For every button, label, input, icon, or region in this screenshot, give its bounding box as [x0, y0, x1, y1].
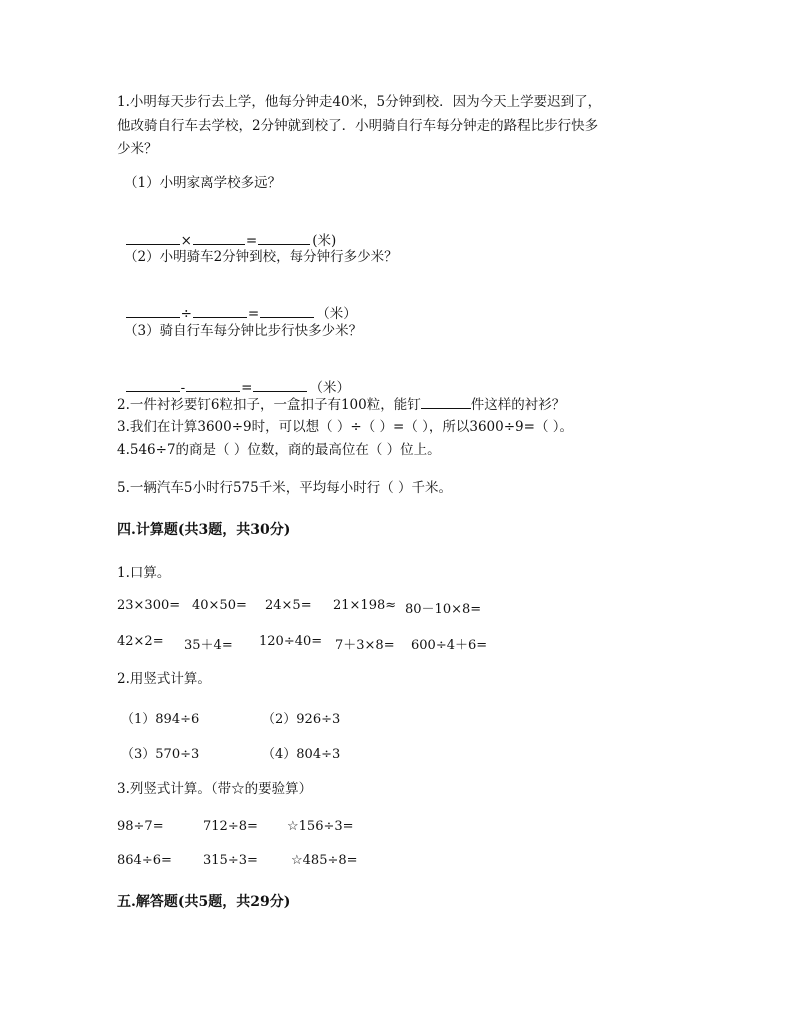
oral-problem: 80－10×8= — [405, 602, 482, 617]
answer-blank[interactable] — [253, 378, 307, 392]
q1-part3-question: （3）骑自行车每分钟比步行快多少米？ — [124, 323, 363, 339]
oral-problem: 42×2= — [117, 634, 164, 649]
oral-problem: 21×198≈ — [333, 598, 397, 613]
multiply-sign: × — [180, 233, 192, 249]
q1-text-line3: 少米？ — [117, 141, 158, 157]
oral-problem: 35＋4= — [184, 638, 233, 653]
equals-sign: = — [245, 233, 258, 249]
q1-part2-question: （2）小明骑车2分钟到校，每分钟行多少米？ — [124, 249, 398, 265]
oral-problem: 120÷40= — [259, 634, 323, 649]
minus-sign: - — [180, 380, 186, 396]
oral-problem: 40×50= — [192, 598, 247, 613]
check-problem: ☆156÷3= — [287, 819, 354, 834]
q1-part2-answer — [117, 286, 357, 323]
vertical-problem: （1）894÷6 — [121, 712, 200, 727]
q1-part3-answer — [117, 360, 350, 397]
unit-label: （米） — [316, 306, 357, 322]
q2-text-after: 件这样的衬衫？ — [470, 397, 566, 413]
q1-text-line1: 1.小明每天步行去上学，他每分钟走40米，5分钟到校．因为今天上学要迟到了， — [117, 94, 602, 110]
oral-calc-title: 1.口算。 — [117, 565, 171, 581]
q2-text — [117, 395, 565, 414]
oral-problem: 24×5= — [265, 598, 312, 613]
oral-problem: 7＋3×8= — [335, 638, 395, 653]
answer-blank[interactable] — [258, 231, 310, 245]
check-problem: 864÷6= — [117, 853, 172, 868]
unit-label: (米) — [312, 233, 337, 249]
vertical-problem: （3）570÷3 — [121, 747, 200, 762]
check-problem: 98÷7= — [117, 819, 164, 834]
q1-part1-question: （1）小明家离学校多远？ — [124, 175, 282, 191]
check-calc-title: 3.列竖式计算。（带☆的要验算） — [117, 781, 313, 797]
q4-text: 4.546÷7的商是（ ）位数，商的最高位在（ ）位上。 — [117, 442, 441, 458]
section4-title: 四.计算题(共3题，共30分) — [117, 522, 291, 538]
answer-blank[interactable] — [260, 304, 314, 318]
q1-part1-answer — [117, 213, 336, 250]
q3-text: 3.我们在计算3600÷9时，可以想（ ）÷（ ）=（ ），所以3600÷9=（ ）。 — [117, 419, 573, 435]
section5-title: 五.解答题(共5题，共29分) — [117, 894, 291, 910]
check-problem: ☆485÷8= — [291, 853, 358, 868]
answer-blank[interactable] — [186, 378, 240, 392]
equals-sign: = — [241, 380, 253, 396]
equals-sign: = — [247, 306, 260, 322]
answer-blank[interactable] — [421, 395, 471, 409]
q2-text-before: 2.一件衬衫要钉6粒扣子，一盒扣子有100粒，能钉 — [117, 397, 421, 413]
answer-blank[interactable] — [193, 304, 247, 318]
answer-blank[interactable] — [126, 378, 180, 392]
unit-label: （米） — [309, 380, 350, 396]
vertical-problem: （2）926÷3 — [262, 712, 341, 727]
oral-problem: 23×300= — [117, 598, 181, 613]
vertical-calc-title: 2.用竖式计算。 — [117, 671, 211, 687]
q1-text-line2: 他改骑自行车去学校，2分钟就到校了．小明骑自行车每分钟走的路程比步行快多 — [117, 118, 599, 134]
check-problem: 712÷8= — [203, 819, 258, 834]
vertical-problem: （4）804÷3 — [262, 747, 341, 762]
answer-blank[interactable] — [126, 231, 180, 245]
answer-blank[interactable] — [126, 304, 180, 318]
q5-text: 5.一辆汽车5小时行575千米，平均每小时行（ ）千米。 — [117, 480, 453, 496]
check-problem: 315÷3= — [203, 853, 258, 868]
answer-blank[interactable] — [193, 231, 245, 245]
oral-problem: 600÷4＋6= — [411, 638, 488, 653]
divide-sign: ÷ — [180, 306, 192, 322]
